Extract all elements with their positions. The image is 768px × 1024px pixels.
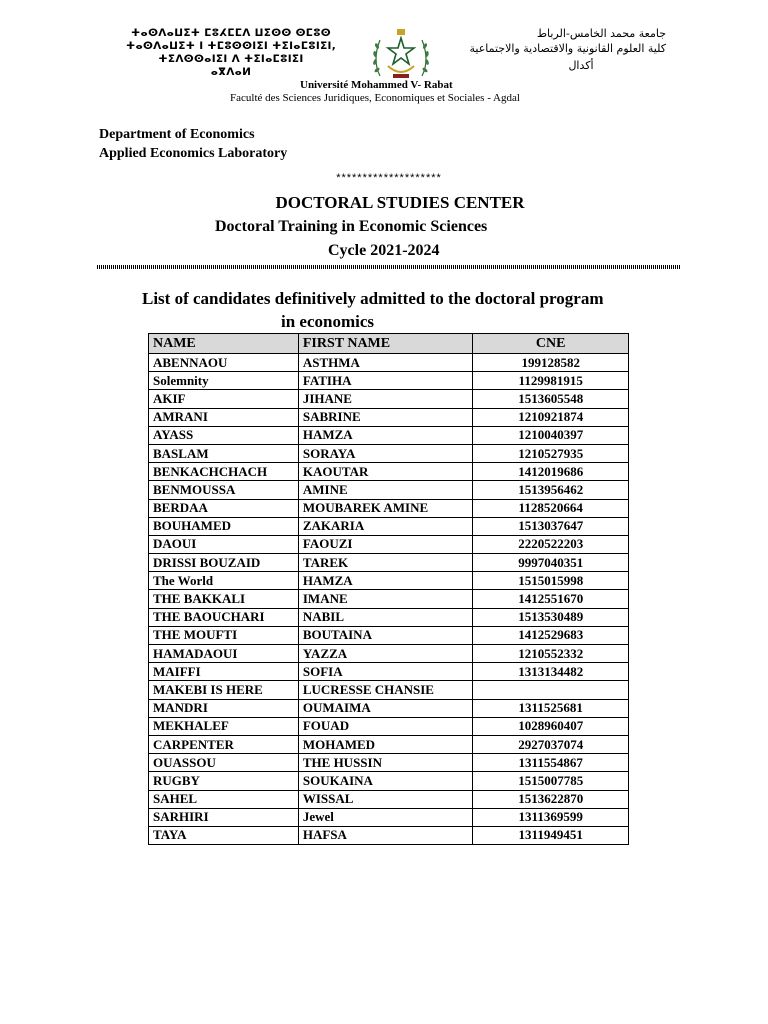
name-cell: SAHEL (149, 790, 299, 808)
cne-cell: 9997040351 (473, 554, 629, 572)
table-row (149, 572, 629, 590)
table-row (149, 626, 629, 644)
university-name: Université Mohammed V- Rabat (300, 79, 453, 91)
candidates-table (148, 333, 629, 845)
tifinagh-line: ⴰⴳⴷⴰⵍ (210, 66, 252, 78)
table-row (149, 517, 629, 535)
cne-cell: 1513956462 (473, 481, 629, 499)
cne-cell: 1311949451 (473, 826, 629, 844)
table-row (149, 608, 629, 626)
cne-cell: 1412551670 (473, 590, 629, 608)
cne-cell: 1515015998 (473, 572, 629, 590)
table-row (149, 535, 629, 553)
name-cell: AKIF (149, 390, 299, 408)
first-name-cell: WISSAL (298, 790, 473, 808)
name-cell: BENKACHCHACH (149, 463, 299, 481)
cne-cell: 1513530489 (473, 608, 629, 626)
first-name-cell: HAMZA (298, 572, 473, 590)
table-row (149, 754, 629, 772)
cne-cell: 1210552332 (473, 645, 629, 663)
first-name-cell: THE HUSSIN (298, 754, 473, 772)
name-cell: CARPENTER (149, 735, 299, 753)
first-name-cell: YAZZA (298, 645, 473, 663)
name-cell: BASLAM (149, 444, 299, 462)
tifinagh-header (96, 27, 366, 79)
cne-cell: 1513037647 (473, 517, 629, 535)
cne-cell: 1513622870 (473, 790, 629, 808)
cycle-title: Cycle 2021-2024 (328, 242, 440, 259)
cne-cell: 1128520664 (473, 499, 629, 517)
first-name-cell: NABIL (298, 608, 473, 626)
department-name: Department of Economics (99, 127, 255, 142)
cne-cell: 1313134482 (473, 663, 629, 681)
first-name-cell: SOFIA (298, 663, 473, 681)
cne-cell: 2220522203 (473, 535, 629, 553)
first-name-cell: KAOUTAR (298, 463, 473, 481)
name-cell: SARHIRI (149, 808, 299, 826)
tifinagh-line: ⵜⴰⵙⴷⴰⵡⵉⵜ ⵎⵓⵃⵎⵎⴷ ⵡⵉⵙⵙ ⵙⵎⵓⵙ (131, 27, 331, 39)
cne-cell: 1028960407 (473, 717, 629, 735)
arabic-line: جامعة محمد الخامس-الرباط (536, 27, 666, 40)
name-cell: AMRANI (149, 408, 299, 426)
laboratory-name: Applied Economics Laboratory (99, 146, 288, 161)
table-row (149, 790, 629, 808)
first-name-cell: SOUKAINA (298, 772, 473, 790)
header-first-name: FIRST NAME (298, 334, 473, 354)
arabic-header (456, 26, 666, 73)
faculty-name: Faculté des Sciences Juridiques, Economiques et Sociales - Agdal (230, 92, 520, 104)
table-row (149, 426, 629, 444)
cne-cell: 1412019686 (473, 463, 629, 481)
name-cell: OUASSOU (149, 754, 299, 772)
name-cell: MANDRI (149, 699, 299, 717)
star-separator: ******************** (336, 172, 442, 184)
table-header-row (149, 334, 629, 354)
table-row (149, 372, 629, 390)
cne-cell: 1311525681 (473, 699, 629, 717)
name-cell: TAYA (149, 826, 299, 844)
table-row (149, 590, 629, 608)
arabic-line: أكدال (568, 59, 594, 72)
list-title (142, 287, 662, 333)
first-name-cell: LUCRESSE CHANSIE (298, 681, 473, 699)
first-name-cell: MOUBAREK AMINE (298, 499, 473, 517)
table-row (149, 772, 629, 790)
name-cell: MEKHALEF (149, 717, 299, 735)
name-cell: AYASS (149, 426, 299, 444)
name-cell: THE BAOUCHARI (149, 608, 299, 626)
table-row (149, 735, 629, 753)
first-name-cell: HAFSA (298, 826, 473, 844)
center-title: DOCTORAL STUDIES CENTER (275, 193, 525, 212)
table-row (149, 826, 629, 844)
name-cell: DRISSI BOUZAID (149, 554, 299, 572)
cne-cell: 1210527935 (473, 444, 629, 462)
first-name-cell: BOUTAINA (298, 626, 473, 644)
table-row (149, 699, 629, 717)
table-row (149, 717, 629, 735)
table-row (149, 808, 629, 826)
cne-cell: 1515007785 (473, 772, 629, 790)
cne-cell: 1210040397 (473, 426, 629, 444)
list-title-line: in economics (281, 312, 375, 331)
first-name-cell: JIHANE (298, 390, 473, 408)
header-name: NAME (149, 334, 299, 354)
first-name-cell: OUMAIMA (298, 699, 473, 717)
first-name-cell: HAMZA (298, 426, 473, 444)
training-title: Doctoral Training in Economic Sciences (215, 218, 488, 235)
table-row (149, 444, 629, 462)
arabic-line: كلية العلوم القانونية والاقتصادية والاجتماعية (469, 42, 666, 55)
dotted-divider (97, 265, 680, 269)
cne-cell: 1129981915 (473, 372, 629, 390)
list-title-line: List of candidates definitively admitted to the doctoral program (142, 289, 604, 308)
name-cell: HAMADAOUI (149, 645, 299, 663)
first-name-cell: SORAYA (298, 444, 473, 462)
first-name-cell: FOUAD (298, 717, 473, 735)
name-cell: THE BAKKALI (149, 590, 299, 608)
name-cell: DAOUI (149, 535, 299, 553)
table-row (149, 354, 629, 372)
name-cell: BOUHAMED (149, 517, 299, 535)
table-row (149, 390, 629, 408)
table-row (149, 499, 629, 517)
first-name-cell: AMINE (298, 481, 473, 499)
first-name-cell: ASTHMA (298, 354, 473, 372)
first-name-cell: FAOUZI (298, 535, 473, 553)
table-row (149, 681, 629, 699)
table-row (149, 663, 629, 681)
first-name-cell: TAREK (298, 554, 473, 572)
first-name-cell: SABRINE (298, 408, 473, 426)
first-name-cell: FATIHA (298, 372, 473, 390)
table-row (149, 408, 629, 426)
name-cell: MAKEBI IS HERE (149, 681, 299, 699)
cne-cell: 199128582 (473, 354, 629, 372)
cne-cell: 2927037074 (473, 735, 629, 753)
name-cell: Solemnity (149, 372, 299, 390)
name-cell: BENMOUSSA (149, 481, 299, 499)
first-name-cell: IMANE (298, 590, 473, 608)
name-cell: THE MOUFTI (149, 626, 299, 644)
name-cell: The World (149, 572, 299, 590)
table-row (149, 463, 629, 481)
name-cell: BERDAA (149, 499, 299, 517)
cne-cell: 1513605548 (473, 390, 629, 408)
header-cne: CNE (473, 334, 629, 354)
cne-cell: 1210921874 (473, 408, 629, 426)
table-row (149, 554, 629, 572)
name-cell: MAIFFI (149, 663, 299, 681)
university-emblem-icon (366, 26, 436, 86)
first-name-cell: Jewel (298, 808, 473, 826)
first-name-cell: MOHAMED (298, 735, 473, 753)
cne-cell: 1311554867 (473, 754, 629, 772)
cne-cell: 1311369599 (473, 808, 629, 826)
name-cell: RUGBY (149, 772, 299, 790)
table-row (149, 645, 629, 663)
cne-cell: 1412529683 (473, 626, 629, 644)
name-cell: ABENNAOU (149, 354, 299, 372)
cne-cell (473, 681, 629, 699)
tifinagh-line: ⵜⴰⵙⴷⴰⵡⵉⵜ ⵏ ⵜⵎⵓⵙⵙⵏⵉⵏ ⵜⵉⵏⴰⵎⵓⵏⵉⵏ, (125, 40, 337, 52)
tifinagh-line: ⵜⵉⴷⵙⵙⴰⵏⵉⵏ ⴷ ⵜⵉⵏⴰⵎⵓⵏⵉⵏ (158, 53, 304, 65)
first-name-cell: ZAKARIA (298, 517, 473, 535)
table-row (149, 481, 629, 499)
